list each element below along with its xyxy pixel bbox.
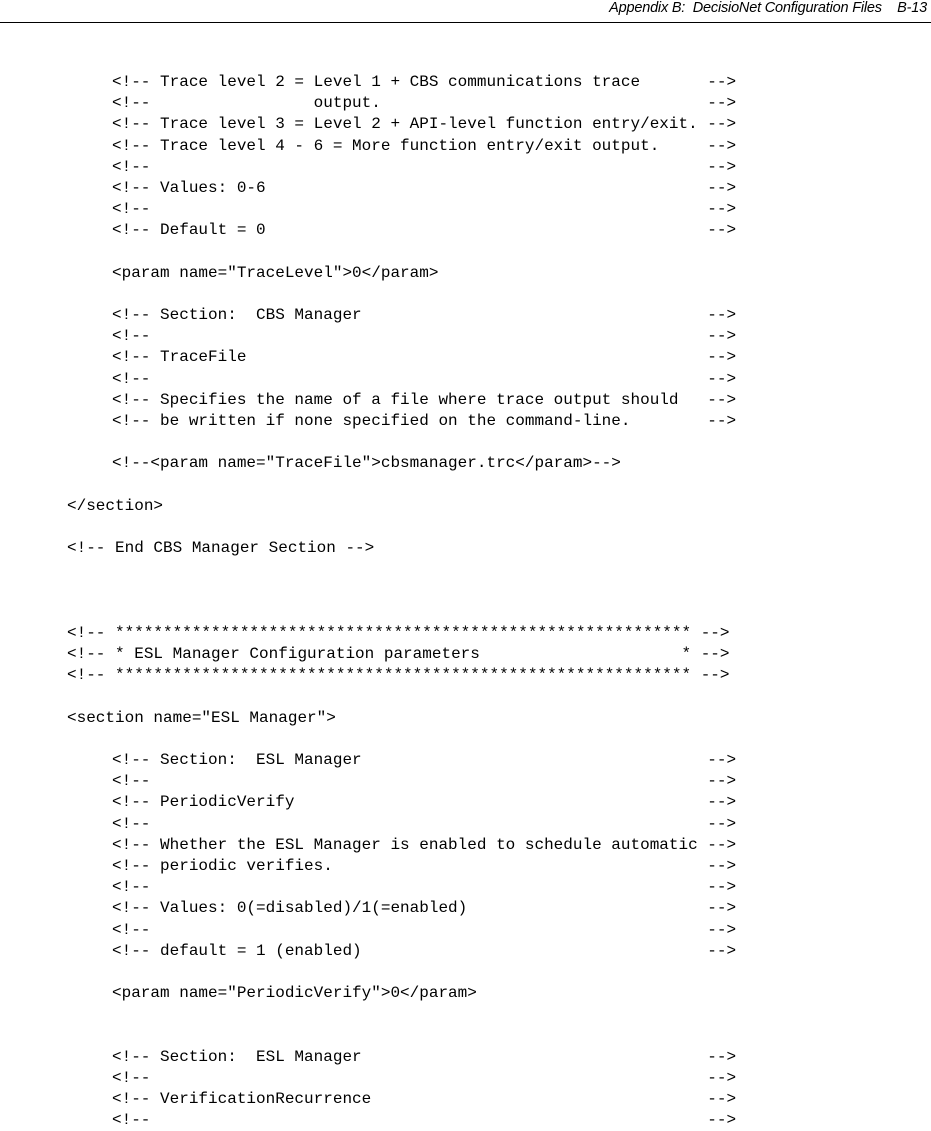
code-line: <!-- Default = 0 --> — [112, 221, 737, 240]
code-line: <!-- Trace level 3 = Level 2 + API-level function entry/exit. --> — [112, 115, 737, 134]
running-header — [609, 0, 927, 16]
code-line: <!-- End CBS Manager Section --> — [67, 539, 375, 558]
blank-line — [0, 284, 931, 305]
code-line: <param name="TraceLevel">0</param> — [112, 263, 439, 282]
code-line: <!-- Trace level 2 = Level 1 + CBS communications trace --> — [112, 73, 737, 91]
code-line: <!-- --> — [112, 814, 737, 833]
code-line: <!-- output. --> — [112, 94, 737, 113]
code-line: <section name="ESL Manager"> — [67, 708, 336, 727]
code-line: <!-- Whether the ESL Manager is enabled to schedule automatic --> — [112, 835, 737, 854]
blank-line — [0, 242, 931, 263]
code-line: </section> — [67, 496, 164, 515]
code-line: <!-- --> — [112, 772, 737, 791]
blank-line — [0, 517, 931, 538]
code-line: <!-- be written if none specified on the command-line. --> — [112, 412, 737, 430]
code-line: <!-- --> — [112, 157, 737, 176]
code-line: <!-- periodic verifies. --> — [112, 856, 737, 875]
code-line: <!-- --> — [112, 878, 737, 897]
code-line: <!-- VerificationRecurrence --> — [112, 1090, 737, 1108]
code-line: <!-- ************************************************************ --> — [67, 623, 730, 642]
config-code-listing — [0, 72, 931, 1131]
code-line: <!-- Trace level 4 - 6 = More function entry/exit output. --> — [112, 136, 737, 155]
code-line: <!-- Section: ESL Manager --> — [112, 751, 737, 769]
blank-line — [0, 729, 931, 750]
code-line: <!--<param name="TraceFile">cbsmanager.trc</param>--> — [112, 454, 621, 473]
code-line: <!-- ************************************************************ --> — [67, 666, 730, 685]
blank-line — [0, 602, 931, 623]
code-line: <!-- --> — [112, 369, 737, 388]
blank-line — [0, 962, 931, 983]
blank-line — [0, 1004, 931, 1025]
code-line: <!-- --> — [112, 920, 737, 939]
code-line: <!-- --> — [112, 1111, 737, 1130]
blank-line — [0, 1025, 931, 1046]
blank-line — [0, 686, 931, 707]
code-line: <!-- Values: 0-6 --> — [112, 178, 737, 197]
code-line: <!-- Section: ESL Manager --> — [112, 1047, 737, 1066]
blank-line — [0, 475, 931, 496]
code-line: <param name="PeriodicVerify">0</param> — [112, 984, 477, 1003]
code-line: <!-- Values: 0(=disabled)/1(=enabled) --> — [112, 899, 737, 918]
blank-line — [0, 432, 931, 453]
page-number: B-13 — [897, 0, 927, 16]
blank-line — [0, 559, 931, 580]
code-line: <!-- * ESL Manager Configuration parameters * --> — [67, 645, 730, 664]
code-line: <!-- --> — [112, 327, 737, 346]
code-line: <!-- TraceFile --> — [112, 348, 737, 367]
code-line: <!-- --> — [112, 1068, 737, 1087]
code-line: <!-- Specifies the name of a file where trace output should --> — [112, 390, 737, 409]
code-line: <!-- --> — [112, 200, 737, 219]
code-line: <!-- PeriodicVerify --> — [112, 793, 737, 812]
page-header — [0, 0, 931, 23]
blank-line — [0, 581, 931, 602]
running-title: Appendix B: DecisioNet Configuration Files — [609, 0, 882, 16]
code-line: <!-- Section: CBS Manager --> — [112, 306, 737, 325]
code-line: <!-- default = 1 (enabled) --> — [112, 941, 737, 960]
